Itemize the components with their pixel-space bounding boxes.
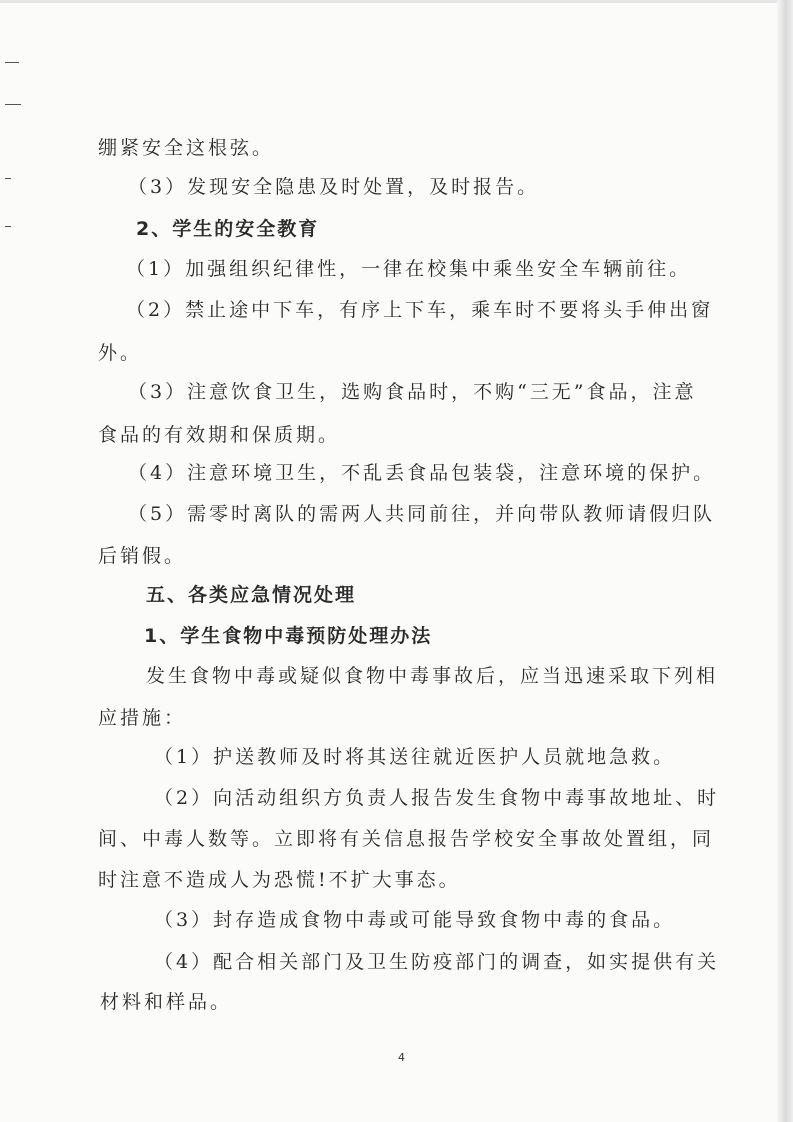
body-text-line: 间、中毒人数等。立即将有关信息报告学校安全事故处置组，同 <box>98 828 715 850</box>
scan-mark <box>5 104 21 105</box>
body-text-line: 食品的有效期和保质期。 <box>98 424 341 446</box>
body-text-line: 发生食物中毒或疑似食物中毒事故后，应当迅速采取下列相 <box>146 665 719 687</box>
scan-mark <box>5 178 11 179</box>
page-number: 4 <box>398 1051 405 1064</box>
list-item: （2）禁止途中下车，有序上下车，乘车时不要将头手伸出窗 <box>126 299 714 321</box>
subsection-heading: 2、学生的安全教育 <box>136 218 320 240</box>
list-item: （4）配合相关部门及卫生防疫部门的调查，如实提供有关 <box>154 951 720 973</box>
scan-mark <box>5 62 19 63</box>
scan-mark <box>5 226 11 227</box>
body-text-line: 应措施： <box>98 707 187 729</box>
list-item: （1）护送教师及时将其送往就近医护人员就地急救。 <box>154 746 676 768</box>
list-item: （2）向活动组织方负责人报告发生食物中毒事故地址、时 <box>154 787 720 809</box>
scan-top-edge <box>0 0 793 3</box>
section-heading: 五、各类应急情况处理 <box>146 584 357 606</box>
list-item: （1）加强组织纪律性，一律在校集中乘坐安全车辆前往。 <box>126 258 692 280</box>
scan-right-edge <box>777 0 793 1122</box>
body-text-line: 后销假。 <box>98 545 187 567</box>
body-text-line: 绷紧安全这根弦。 <box>98 137 275 159</box>
subsection-heading: 1、学生食物中毒预防处理办法 <box>144 625 433 647</box>
list-item: （4）注意环境卫生，不乱丢食品包装袋，注意环境的保护。 <box>128 462 716 484</box>
list-item: （3）注意饮食卫生，选购食品时，不购“三无”食品，注意 <box>128 381 697 403</box>
list-item: （3）发现安全隐患及时处置，及时报告。 <box>128 176 540 198</box>
list-item: （5）需零时离队的需两人共同前往，并向带队教师请假归队 <box>128 503 716 525</box>
body-text-line: 时注意不造成人为恐慌!不扩大事态。 <box>98 869 461 891</box>
list-item: （3）封存造成食物中毒或可能导致食物中毒的食品。 <box>154 909 676 931</box>
body-text-line: 材料和样品。 <box>100 991 233 1013</box>
body-text-line: 外。 <box>98 342 143 364</box>
